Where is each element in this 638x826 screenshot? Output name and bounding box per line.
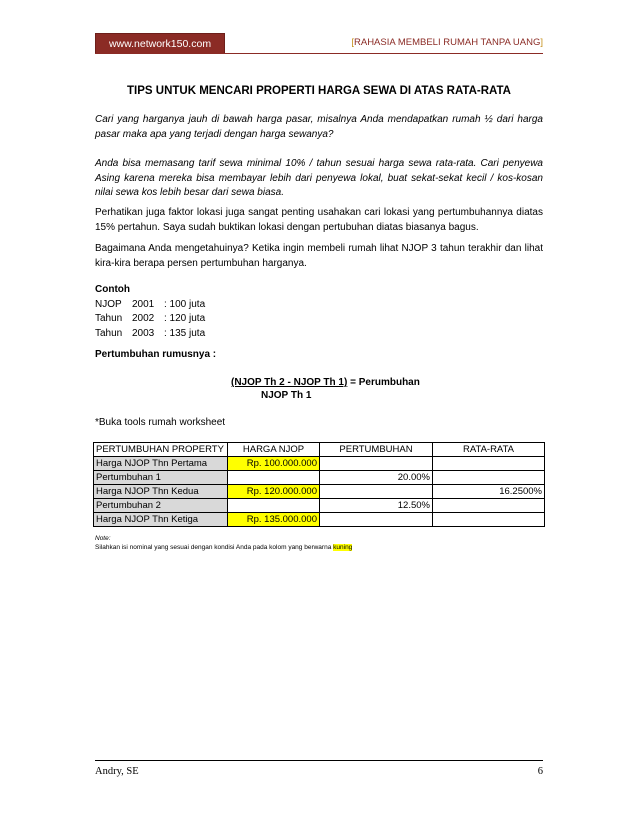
njop-cell	[228, 471, 320, 485]
table-row	[94, 471, 545, 485]
growth-cell	[320, 457, 433, 471]
table-header-cell: RATA-RATA	[433, 443, 545, 457]
njop-input-cell[interactable]: Rp. 135.000.000	[228, 513, 320, 527]
table-row	[94, 499, 545, 513]
growth-cell: 20.00%	[320, 471, 433, 485]
paragraph-3-block	[95, 206, 543, 235]
formula-numerator-line	[231, 376, 420, 389]
example-cell-year: 2001	[132, 298, 155, 310]
growth-cell	[320, 485, 433, 499]
paragraph-1: Cari yang harganya jauh di bawah harga pasar, misalnya Anda mendapatkan rumah ½ dari harga pasar maka apa yang terjadi dengan harga sewanya?	[95, 114, 543, 140]
example-block	[95, 283, 543, 341]
note-label: Note:	[95, 535, 111, 542]
paragraph-4-block	[95, 242, 543, 271]
document-title-text: RAHASIA MEMBELI RUMAH TANPA UANG	[354, 37, 541, 48]
example-cell-value: : 100 juta	[164, 298, 206, 310]
average-cell: 16.2500%	[433, 485, 545, 499]
example-cell-year: 2002	[132, 313, 155, 324]
note-text-line	[95, 543, 352, 552]
bracket-open: [	[351, 37, 354, 48]
bracket-close: ]	[540, 37, 543, 48]
example-cell-label: Tahun	[95, 327, 123, 339]
formula-denominator: NJOP Th 1	[261, 390, 312, 401]
average-cell	[433, 513, 545, 527]
tools-note: *Buka tools rumah worksheet	[95, 417, 226, 428]
example-row	[95, 298, 543, 313]
average-cell	[433, 471, 545, 485]
table-row	[94, 513, 545, 527]
footer-divider	[95, 760, 543, 761]
site-url: www.network150.com	[108, 37, 212, 50]
paragraph-1-block	[95, 113, 543, 142]
worksheet-note	[95, 534, 352, 552]
footer-author: Andry, SE	[95, 766, 139, 777]
growth-cell	[320, 513, 433, 527]
example-row	[95, 312, 543, 327]
average-cell	[433, 457, 545, 471]
formula-numerator: (NJOP Th 2 - NJOP Th 1)	[231, 377, 348, 388]
njop-cell	[228, 499, 320, 513]
paragraph-4: Bagaimana Anda mengetahuinya? Ketika ingin membeli rumah lihat NJOP 3 tahun terakhir dan lihat kira-kira berapa persen pertumbuhan harganya.	[95, 243, 543, 269]
example-title: Contoh	[95, 284, 130, 295]
growth-cell: 12.50%	[320, 499, 433, 513]
table-header-row	[94, 443, 545, 457]
header-divider	[95, 53, 543, 54]
worksheet-table	[93, 442, 545, 527]
table-header-cell: PERTUMBUHAN PROPERTY	[94, 443, 228, 457]
example-cell-year: 2003	[132, 327, 155, 339]
row-label: Harga NJOP Thn Ketiga	[94, 513, 228, 527]
paragraph-3: Perhatikan juga faktor lokasi juga sangat penting usahakan cari lokasi yang pertumbuhannya diatas 15% pertahun. Saya sudah buktikan lokasi dengan pertubuhan diatas biasanya bagus.	[95, 207, 543, 233]
example-cell-label: Tahun	[95, 313, 123, 324]
row-label: Harga NJOP Thn Pertama	[94, 457, 228, 471]
row-label: Pertumbuhan 1	[94, 471, 228, 485]
average-cell	[433, 499, 545, 513]
table-row	[94, 457, 545, 471]
table-header-cell: PERTUMBUHAN	[320, 443, 433, 457]
formula-title: Pertumbuhan rumusnya :	[95, 349, 217, 360]
paragraph-2: Anda bisa memasang tarif sewa minimal 10% / tahun sesuai harga sewa rata-rata. Cari penyewa Asing karena mereka bisa membayar lebih dari penyewa lokal, buat sekat-sekat kecil / kos-kosan nilai sewa kos lebih besar dari sewa biasa.	[95, 158, 543, 198]
row-label: Pertumbuhan 2	[94, 499, 228, 513]
njop-input-cell[interactable]: Rp. 120.000.000	[228, 485, 320, 499]
table-header-cell: HARGA NJOP	[228, 443, 320, 457]
page-number: 6	[537, 766, 543, 777]
note-highlight-word: kuning	[333, 544, 353, 551]
row-label: Harga NJOP Thn Kedua	[94, 485, 228, 499]
paragraph-2-block	[95, 157, 543, 201]
example-cell-label: NJOP	[95, 298, 122, 310]
document-title	[351, 37, 543, 48]
formula-result: = Perumbuhan	[347, 377, 420, 388]
table-row	[94, 485, 545, 499]
example-cell-value: : 120 juta	[164, 313, 206, 324]
njop-input-cell[interactable]: Rp. 100.000.000	[228, 457, 320, 471]
note-text: Silahkan isi nominal yang sesuai dengan kondisi Anda pada kolom yang berwarna	[95, 544, 334, 551]
example-cell-value: : 135 juta	[164, 327, 206, 339]
section-heading: TIPS UNTUK MENCARI PROPERTI HARGA SEWA DI ATAS RATA-RATA	[127, 85, 511, 97]
site-url-badge	[95, 33, 225, 54]
example-row	[95, 327, 543, 342]
